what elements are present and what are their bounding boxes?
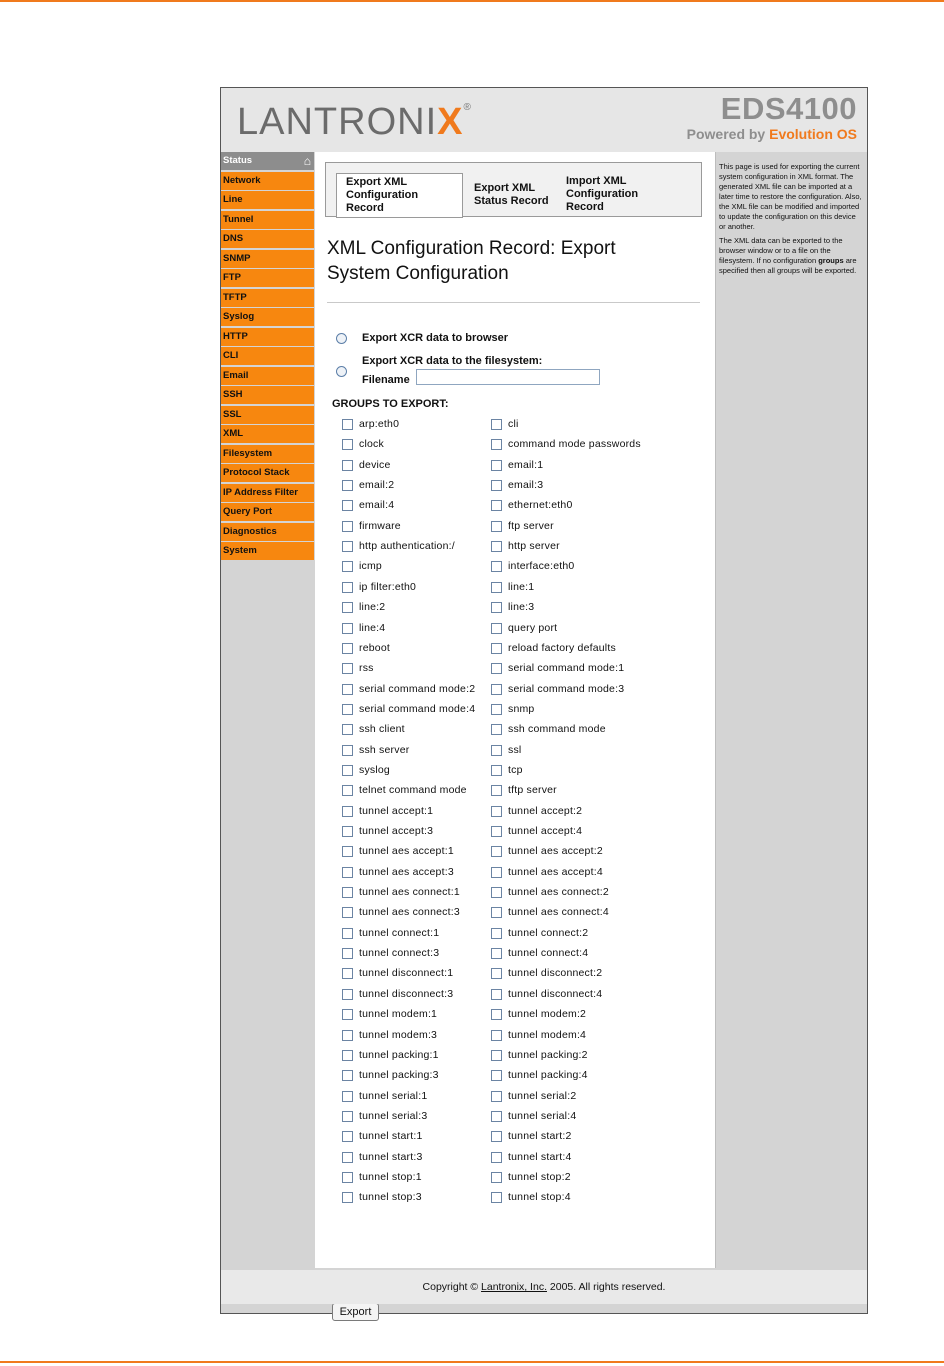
group-checkbox[interactable] bbox=[491, 643, 502, 654]
tab-export-xml-status-record[interactable] bbox=[474, 182, 549, 208]
group-label: tunnel serial:1 bbox=[359, 1089, 428, 1102]
copyright-prefix: Copyright © bbox=[422, 1281, 482, 1293]
group-label: serial command mode:3 bbox=[508, 682, 625, 695]
group-checkbox[interactable] bbox=[491, 1172, 502, 1183]
group-checkbox[interactable] bbox=[342, 561, 353, 572]
sidebar-item-email[interactable]: Email bbox=[221, 367, 314, 385]
group-label: line:4 bbox=[359, 621, 386, 634]
sidebar-item-cli[interactable]: CLI bbox=[221, 347, 314, 365]
group-label: line:2 bbox=[359, 601, 386, 614]
title-divider bbox=[327, 302, 700, 303]
group-label: cli bbox=[508, 418, 519, 430]
group-label: ssh command mode bbox=[508, 723, 606, 736]
group-checkbox[interactable] bbox=[491, 704, 502, 715]
product-model: EDS4100 bbox=[720, 91, 857, 126]
export-to-browser-label: Export XCR data to browser bbox=[362, 332, 509, 344]
group-label: tunnel packing:2 bbox=[508, 1048, 588, 1061]
group-checkbox[interactable] bbox=[342, 439, 353, 450]
group-checkbox[interactable] bbox=[491, 460, 502, 471]
group-checkbox[interactable] bbox=[342, 602, 353, 613]
logo-registered-mark: ® bbox=[463, 102, 472, 113]
group-label: telnet command mode bbox=[359, 784, 467, 797]
group-checkbox[interactable] bbox=[342, 684, 353, 695]
group-label: reload factory defaults bbox=[508, 641, 616, 654]
header-banner bbox=[221, 88, 867, 152]
group-label: line:3 bbox=[508, 601, 535, 614]
sidebar-item-xml[interactable]: XML bbox=[221, 425, 314, 443]
group-label: command mode passwords bbox=[508, 438, 641, 451]
page-title-line: System Configuration bbox=[327, 263, 509, 284]
group-checkbox[interactable] bbox=[491, 928, 502, 939]
group-checkbox[interactable] bbox=[342, 989, 353, 1000]
group-label: query port bbox=[508, 621, 558, 634]
help-paragraph: This page is used for exporting the current system configuration in XML format. The generated XML file can be imported at a later time to restore the configuration. Also, the XML file can be modified and imported to update the configuration on this device or another. bbox=[719, 162, 862, 231]
group-label: ssh client bbox=[359, 723, 405, 736]
group-checkbox[interactable] bbox=[491, 684, 502, 695]
group-label: tunnel stop:2 bbox=[508, 1170, 571, 1183]
group-label: snmp bbox=[508, 702, 535, 715]
group-checkbox[interactable] bbox=[491, 419, 502, 430]
group-label: tunnel aes accept:1 bbox=[359, 845, 454, 858]
sidebar-item-filesystem[interactable]: Filesystem bbox=[221, 445, 314, 463]
group-label: ip filter:eth0 bbox=[359, 580, 417, 593]
group-checkbox[interactable] bbox=[342, 765, 353, 776]
group-checkbox[interactable] bbox=[491, 846, 502, 857]
group-label: tunnel stop:4 bbox=[508, 1191, 571, 1204]
group-checkbox[interactable] bbox=[491, 724, 502, 735]
group-label: tunnel serial:3 bbox=[359, 1109, 428, 1122]
group-label: ssh server bbox=[359, 743, 410, 756]
help-paragraph bbox=[719, 236, 864, 276]
group-label: serial command mode:1 bbox=[508, 662, 625, 675]
sidebar-item-status[interactable] bbox=[221, 152, 314, 170]
group-checkbox[interactable] bbox=[491, 745, 502, 756]
group-checkbox[interactable] bbox=[342, 724, 353, 735]
group-label: tunnel serial:4 bbox=[508, 1109, 577, 1122]
tab-import-xml-configuration-record[interactable] bbox=[566, 175, 638, 214]
export-to-browser-radio[interactable] bbox=[336, 333, 347, 344]
group-checkbox[interactable] bbox=[342, 460, 353, 471]
group-label: tcp bbox=[508, 763, 523, 776]
sidebar-item-dns[interactable]: DNS bbox=[221, 230, 314, 248]
group-label: tunnel packing:4 bbox=[508, 1069, 588, 1082]
group-checkbox[interactable] bbox=[342, 948, 353, 959]
group-label: tunnel start:1 bbox=[359, 1130, 423, 1143]
group-checkbox[interactable] bbox=[491, 867, 502, 878]
group-label: tunnel aes connect:2 bbox=[508, 886, 609, 899]
group-checkbox[interactable] bbox=[491, 1030, 502, 1041]
group-checkbox[interactable] bbox=[491, 826, 502, 837]
group-checkbox[interactable] bbox=[491, 602, 502, 613]
groups-heading: GROUPS TO EXPORT: bbox=[332, 398, 449, 410]
page-title-line: XML Configuration Record: Export bbox=[327, 238, 616, 259]
group-label: tunnel connect:2 bbox=[508, 926, 589, 939]
group-checkbox[interactable] bbox=[491, 582, 502, 593]
group-checkbox[interactable] bbox=[342, 480, 353, 491]
copyright-suffix: 2005. All rights reserved. bbox=[546, 1281, 666, 1293]
sidebar-item-tunnel[interactable]: Tunnel bbox=[221, 211, 314, 229]
group-label: device bbox=[359, 458, 391, 471]
group-label: tunnel packing:3 bbox=[359, 1069, 439, 1082]
tab-label-line: Import XML bbox=[566, 175, 627, 187]
sidebar-item-syslog[interactable]: Syslog bbox=[221, 308, 314, 326]
group-label: tunnel accept:2 bbox=[508, 804, 583, 817]
group-checkbox[interactable] bbox=[342, 521, 353, 532]
group-checkbox[interactable] bbox=[491, 989, 502, 1000]
logo-x: X bbox=[437, 101, 464, 143]
group-label: interface:eth0 bbox=[508, 560, 575, 573]
group-label: tunnel modem:4 bbox=[508, 1028, 587, 1041]
group-checkbox[interactable] bbox=[342, 968, 353, 979]
group-checkbox[interactable] bbox=[342, 1030, 353, 1041]
group-label: http authentication:/ bbox=[359, 540, 455, 553]
group-label: tunnel disconnect:2 bbox=[508, 967, 603, 980]
group-checkbox[interactable] bbox=[491, 561, 502, 572]
group-label: tunnel serial:2 bbox=[508, 1089, 577, 1102]
help-text: The XML data can be exported to the browser window or to a file on the filesystem. If no configuration bbox=[719, 236, 843, 265]
group-label: clock bbox=[359, 438, 384, 451]
group-checkbox[interactable] bbox=[491, 1152, 502, 1163]
group-label: tunnel stop:3 bbox=[359, 1191, 422, 1204]
group-label: tunnel start:2 bbox=[508, 1130, 572, 1143]
sidebar-item-system[interactable]: System bbox=[221, 542, 314, 560]
group-label: tunnel packing:1 bbox=[359, 1048, 439, 1061]
group-checkbox[interactable] bbox=[491, 1070, 502, 1081]
group-label: serial command mode:4 bbox=[359, 702, 476, 715]
group-checkbox[interactable] bbox=[342, 1091, 353, 1102]
group-label: http server bbox=[508, 540, 560, 553]
group-checkbox[interactable] bbox=[342, 928, 353, 939]
group-label: tunnel aes connect:1 bbox=[359, 886, 460, 899]
group-label: icmp bbox=[359, 560, 382, 573]
group-checkbox[interactable] bbox=[491, 968, 502, 979]
group-checkbox[interactable] bbox=[342, 846, 353, 857]
group-checkbox[interactable] bbox=[491, 887, 502, 898]
group-checkbox[interactable] bbox=[491, 623, 502, 634]
tab-label-line: Record bbox=[346, 202, 384, 214]
group-label: tunnel start:3 bbox=[359, 1150, 423, 1163]
group-label: tunnel connect:1 bbox=[359, 926, 440, 939]
group-checkbox[interactable] bbox=[491, 1192, 502, 1203]
product-branding bbox=[687, 92, 857, 142]
group-label: serial command mode:2 bbox=[359, 682, 476, 695]
sidebar-item-tftp[interactable]: TFTP bbox=[221, 289, 314, 307]
group-label: tftp server bbox=[508, 784, 557, 797]
sidebar-item-diagnostics[interactable]: Diagnostics bbox=[221, 523, 314, 541]
group-checkbox[interactable] bbox=[342, 745, 353, 756]
sidebar-nav bbox=[221, 152, 314, 562]
group-label: ssl bbox=[508, 743, 522, 756]
group-label: syslog bbox=[359, 763, 390, 776]
help-text: are specified then all groups will be exported. bbox=[719, 256, 857, 275]
group-checkbox[interactable] bbox=[491, 1050, 502, 1061]
group-label: email:4 bbox=[359, 499, 395, 512]
group-label: tunnel aes connect:3 bbox=[359, 906, 460, 919]
group-checkbox[interactable] bbox=[491, 1009, 502, 1020]
group-checkbox[interactable] bbox=[342, 1172, 353, 1183]
group-label: arp:eth0 bbox=[359, 418, 400, 430]
group-label: tunnel stop:1 bbox=[359, 1170, 422, 1183]
sidebar-item-http[interactable]: HTTP bbox=[221, 328, 314, 346]
group-checkbox[interactable] bbox=[491, 480, 502, 491]
group-checkbox[interactable] bbox=[491, 785, 502, 796]
group-label: tunnel disconnect:1 bbox=[359, 967, 454, 980]
group-checkbox[interactable] bbox=[342, 1050, 353, 1061]
group-checkbox[interactable] bbox=[491, 806, 502, 817]
export-to-filesystem-radio[interactable] bbox=[336, 366, 347, 377]
group-label: tunnel accept:3 bbox=[359, 825, 434, 837]
group-checkbox[interactable] bbox=[491, 541, 502, 552]
group-checkbox[interactable] bbox=[491, 500, 502, 511]
group-checkbox[interactable] bbox=[491, 948, 502, 959]
group-label: tunnel connect:3 bbox=[359, 947, 440, 960]
lantronix-logo bbox=[237, 98, 472, 146]
page-bottom-rule bbox=[0, 1361, 944, 1363]
group-label: firmware bbox=[359, 519, 401, 532]
sidebar-item-snmp[interactable]: SNMP bbox=[221, 250, 314, 268]
sidebar-item-network[interactable]: Network bbox=[221, 172, 314, 190]
group-checkbox[interactable] bbox=[491, 1091, 502, 1102]
group-checkbox[interactable] bbox=[491, 663, 502, 674]
device-web-ui bbox=[220, 87, 868, 1318]
group-label: tunnel aes accept:3 bbox=[359, 865, 454, 878]
powered-by-prefix: Powered by bbox=[686, 126, 770, 142]
group-checkbox[interactable] bbox=[491, 1131, 502, 1142]
group-label: email:3 bbox=[508, 479, 544, 492]
group-label: tunnel connect:4 bbox=[508, 947, 589, 960]
group-checkbox[interactable] bbox=[342, 907, 353, 918]
tab-export-xml-configuration-record[interactable] bbox=[336, 173, 463, 218]
group-label: tunnel accept:1 bbox=[359, 804, 434, 817]
filename-input[interactable] bbox=[416, 369, 600, 385]
group-label: ftp server bbox=[508, 519, 554, 532]
group-checkbox[interactable] bbox=[491, 1111, 502, 1122]
group-checkbox[interactable] bbox=[342, 806, 353, 817]
group-checkbox[interactable] bbox=[342, 500, 353, 511]
group-checkbox[interactable] bbox=[342, 867, 353, 878]
powered-by bbox=[687, 126, 857, 142]
group-label: tunnel modem:3 bbox=[359, 1028, 438, 1041]
group-checkbox[interactable] bbox=[491, 521, 502, 532]
help-emphasis: groups bbox=[818, 256, 844, 265]
group-checkbox[interactable] bbox=[342, 643, 353, 654]
group-checkbox[interactable] bbox=[342, 1131, 353, 1142]
sidebar-item-ssh[interactable]: SSH bbox=[221, 386, 314, 404]
group-checkbox[interactable] bbox=[491, 439, 502, 450]
sidebar-item-protocol-stack[interactable]: Protocol Stack bbox=[221, 464, 314, 482]
group-label: reboot bbox=[359, 641, 390, 654]
sidebar-item-query-port[interactable]: Query Port bbox=[221, 503, 314, 521]
lantronix-link[interactable]: Lantronix, Inc. bbox=[481, 1281, 547, 1293]
tab-label-line: Configuration bbox=[346, 189, 419, 201]
group-checkbox[interactable] bbox=[342, 1111, 353, 1122]
sidebar-item-ip-address-filter[interactable]: IP Address Filter bbox=[221, 484, 314, 502]
group-checkbox[interactable] bbox=[491, 907, 502, 918]
group-label: tunnel accept:4 bbox=[508, 825, 583, 837]
group-label: tunnel modem:2 bbox=[508, 1008, 587, 1021]
tab-label-line: Status Record bbox=[474, 195, 549, 207]
group-checkbox[interactable] bbox=[342, 785, 353, 796]
group-checkbox[interactable] bbox=[342, 887, 353, 898]
tab-label-line: Configuration bbox=[566, 188, 639, 200]
page-title bbox=[327, 236, 702, 286]
group-label: tunnel modem:1 bbox=[359, 1008, 438, 1021]
group-checkbox[interactable] bbox=[342, 582, 353, 593]
filename-label: Filename bbox=[362, 374, 410, 386]
group-label: line:1 bbox=[508, 580, 535, 593]
logo-text: LANTRONI bbox=[237, 101, 438, 143]
group-checkbox[interactable] bbox=[342, 1192, 353, 1203]
home-icon[interactable]: ⌂ bbox=[303, 154, 311, 168]
help-panel bbox=[715, 152, 867, 1268]
export-to-filesystem-label: Export XCR data to the filesystem: bbox=[362, 355, 543, 367]
group-checkbox[interactable] bbox=[342, 1070, 353, 1081]
group-checkbox[interactable] bbox=[342, 826, 353, 837]
group-checkbox[interactable] bbox=[342, 623, 353, 634]
tab-label-line: Export XML bbox=[346, 176, 408, 188]
sidebar-item-ftp[interactable]: FTP bbox=[221, 269, 314, 287]
group-label: email:2 bbox=[359, 479, 395, 492]
group-checkbox[interactable] bbox=[342, 1009, 353, 1020]
group-label: ethernet:eth0 bbox=[508, 499, 573, 512]
group-checkbox[interactable] bbox=[342, 1152, 353, 1163]
group-checkbox[interactable] bbox=[342, 419, 353, 430]
page-top-rule bbox=[0, 0, 944, 2]
group-label: tunnel disconnect:4 bbox=[508, 987, 603, 1000]
tab-bar bbox=[325, 162, 702, 217]
group-label: rss bbox=[359, 662, 374, 675]
footer bbox=[221, 1270, 867, 1304]
group-label: tunnel aes accept:2 bbox=[508, 845, 603, 858]
group-checkbox[interactable] bbox=[342, 663, 353, 674]
tab-label-line: Record bbox=[566, 201, 604, 213]
group-label: tunnel start:4 bbox=[508, 1150, 572, 1163]
group-checkbox[interactable] bbox=[342, 704, 353, 715]
group-checkbox[interactable] bbox=[491, 765, 502, 776]
group-label: tunnel aes accept:4 bbox=[508, 865, 603, 878]
sidebar-item-label: Status bbox=[223, 155, 253, 166]
group-label: email:1 bbox=[508, 458, 544, 471]
powered-by-brand: Evolution OS bbox=[769, 126, 857, 142]
export-button[interactable]: Export bbox=[332, 1303, 379, 1321]
group-checkbox[interactable] bbox=[342, 541, 353, 552]
sidebar-item-line[interactable]: Line bbox=[221, 191, 314, 209]
group-label: tunnel disconnect:3 bbox=[359, 987, 454, 1000]
sidebar-item-ssl[interactable]: SSL bbox=[221, 406, 314, 424]
group-label: tunnel aes connect:4 bbox=[508, 906, 609, 919]
tab-label-line: Export XML bbox=[474, 182, 536, 194]
